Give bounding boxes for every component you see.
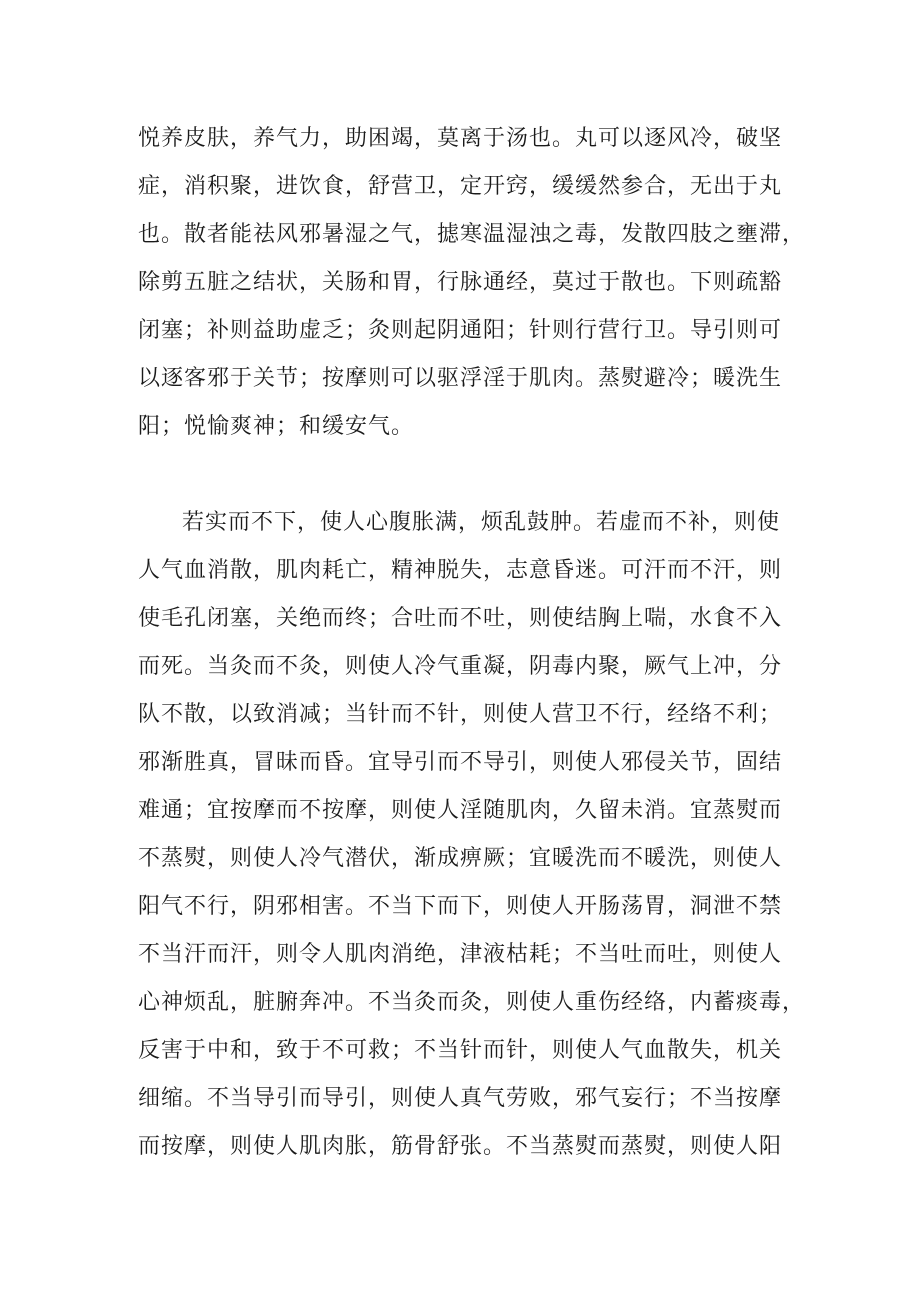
text-line: 心神烦乱，脏腑奔冲。不当灸而灸，则使人重伤经络，内蓄痰毒， bbox=[138, 990, 806, 1015]
text-line: 以逐客邪于关节；按摩则可以驱浮淫于肌肉。蒸熨避冷；暖洗生 bbox=[138, 366, 783, 391]
text-line: 而死。当灸而不灸，则使人冷气重凝，阴毒内聚，厥气上冲，分 bbox=[138, 654, 783, 679]
text-line: 除剪五脏之结状，关肠和胃，行脉通经，莫过于散也。下则疏豁 bbox=[138, 270, 783, 295]
text-line: 不当汗而汗，则令人肌肉消绝，津液枯耗；不当吐而吐，则使人 bbox=[138, 942, 783, 967]
text-line: 人气血消散，肌肉耗亡，精神脱失，志意昏迷。可汗而不汗，则 bbox=[138, 558, 783, 583]
text-line: 邪渐胜真，冒昧而昏。宜导引而不导引，则使人邪侵关节，固结 bbox=[138, 750, 783, 775]
text-line: 若实而不下，使人心腹胀满，烦乱鼓肿。若虚而不补，则使 bbox=[182, 510, 781, 535]
paragraph-1 bbox=[138, 115, 806, 451]
text-line: 队不散，以致消减；当针而不针，则使人营卫不行，经络不利； bbox=[138, 702, 783, 727]
text-line: 也。散者能祛风邪暑湿之气，摅寒温湿浊之毒，发散四肢之壅滞， bbox=[138, 222, 806, 247]
text-line: 阳；悦愉爽神；和缓安气。 bbox=[138, 414, 415, 439]
text-line: 细缩。不当导引而导引，则使人真气劳败，邪气妄行；不当按摩 bbox=[138, 1086, 783, 1111]
text-line: 阳气不行，阴邪相害。不当下而下，则使人开肠荡胃，洞泄不禁 bbox=[138, 894, 783, 919]
text-line: 使毛孔闭塞，关绝而终；合吐而不吐，则使结胸上喘，水食不入 bbox=[138, 606, 783, 631]
text-line: 闭塞；补则益助虚乏；灸则起阴通阳；针则行营行卫。导引则可 bbox=[138, 318, 783, 343]
paragraph-2 bbox=[138, 499, 806, 1171]
text-line: 而按摩，则使人肌肉胀，筋骨舒张。不当蒸熨而蒸熨，则使人阳 bbox=[138, 1134, 783, 1159]
text-line: 难通；宜按摩而不按摩，则使人淫随肌肉，久留未消。宜蒸熨而 bbox=[138, 798, 783, 823]
text-line: 反害于中和，致于不可救；不当针而针，则使人气血散失，机关 bbox=[138, 1038, 783, 1063]
text-line: 不蒸熨，则使人冷气潜伏，渐成痹厥；宜暖洗而不暖洗，则使人 bbox=[138, 846, 783, 871]
text-line: 悦养皮肤，养气力，助困竭，莫离于汤也。丸可以逐风冷，破坚 bbox=[138, 126, 783, 151]
text-line: 症，消积聚，进饮食，舒营卫，定开窍，缓缓然参合，无出于丸 bbox=[138, 174, 783, 199]
